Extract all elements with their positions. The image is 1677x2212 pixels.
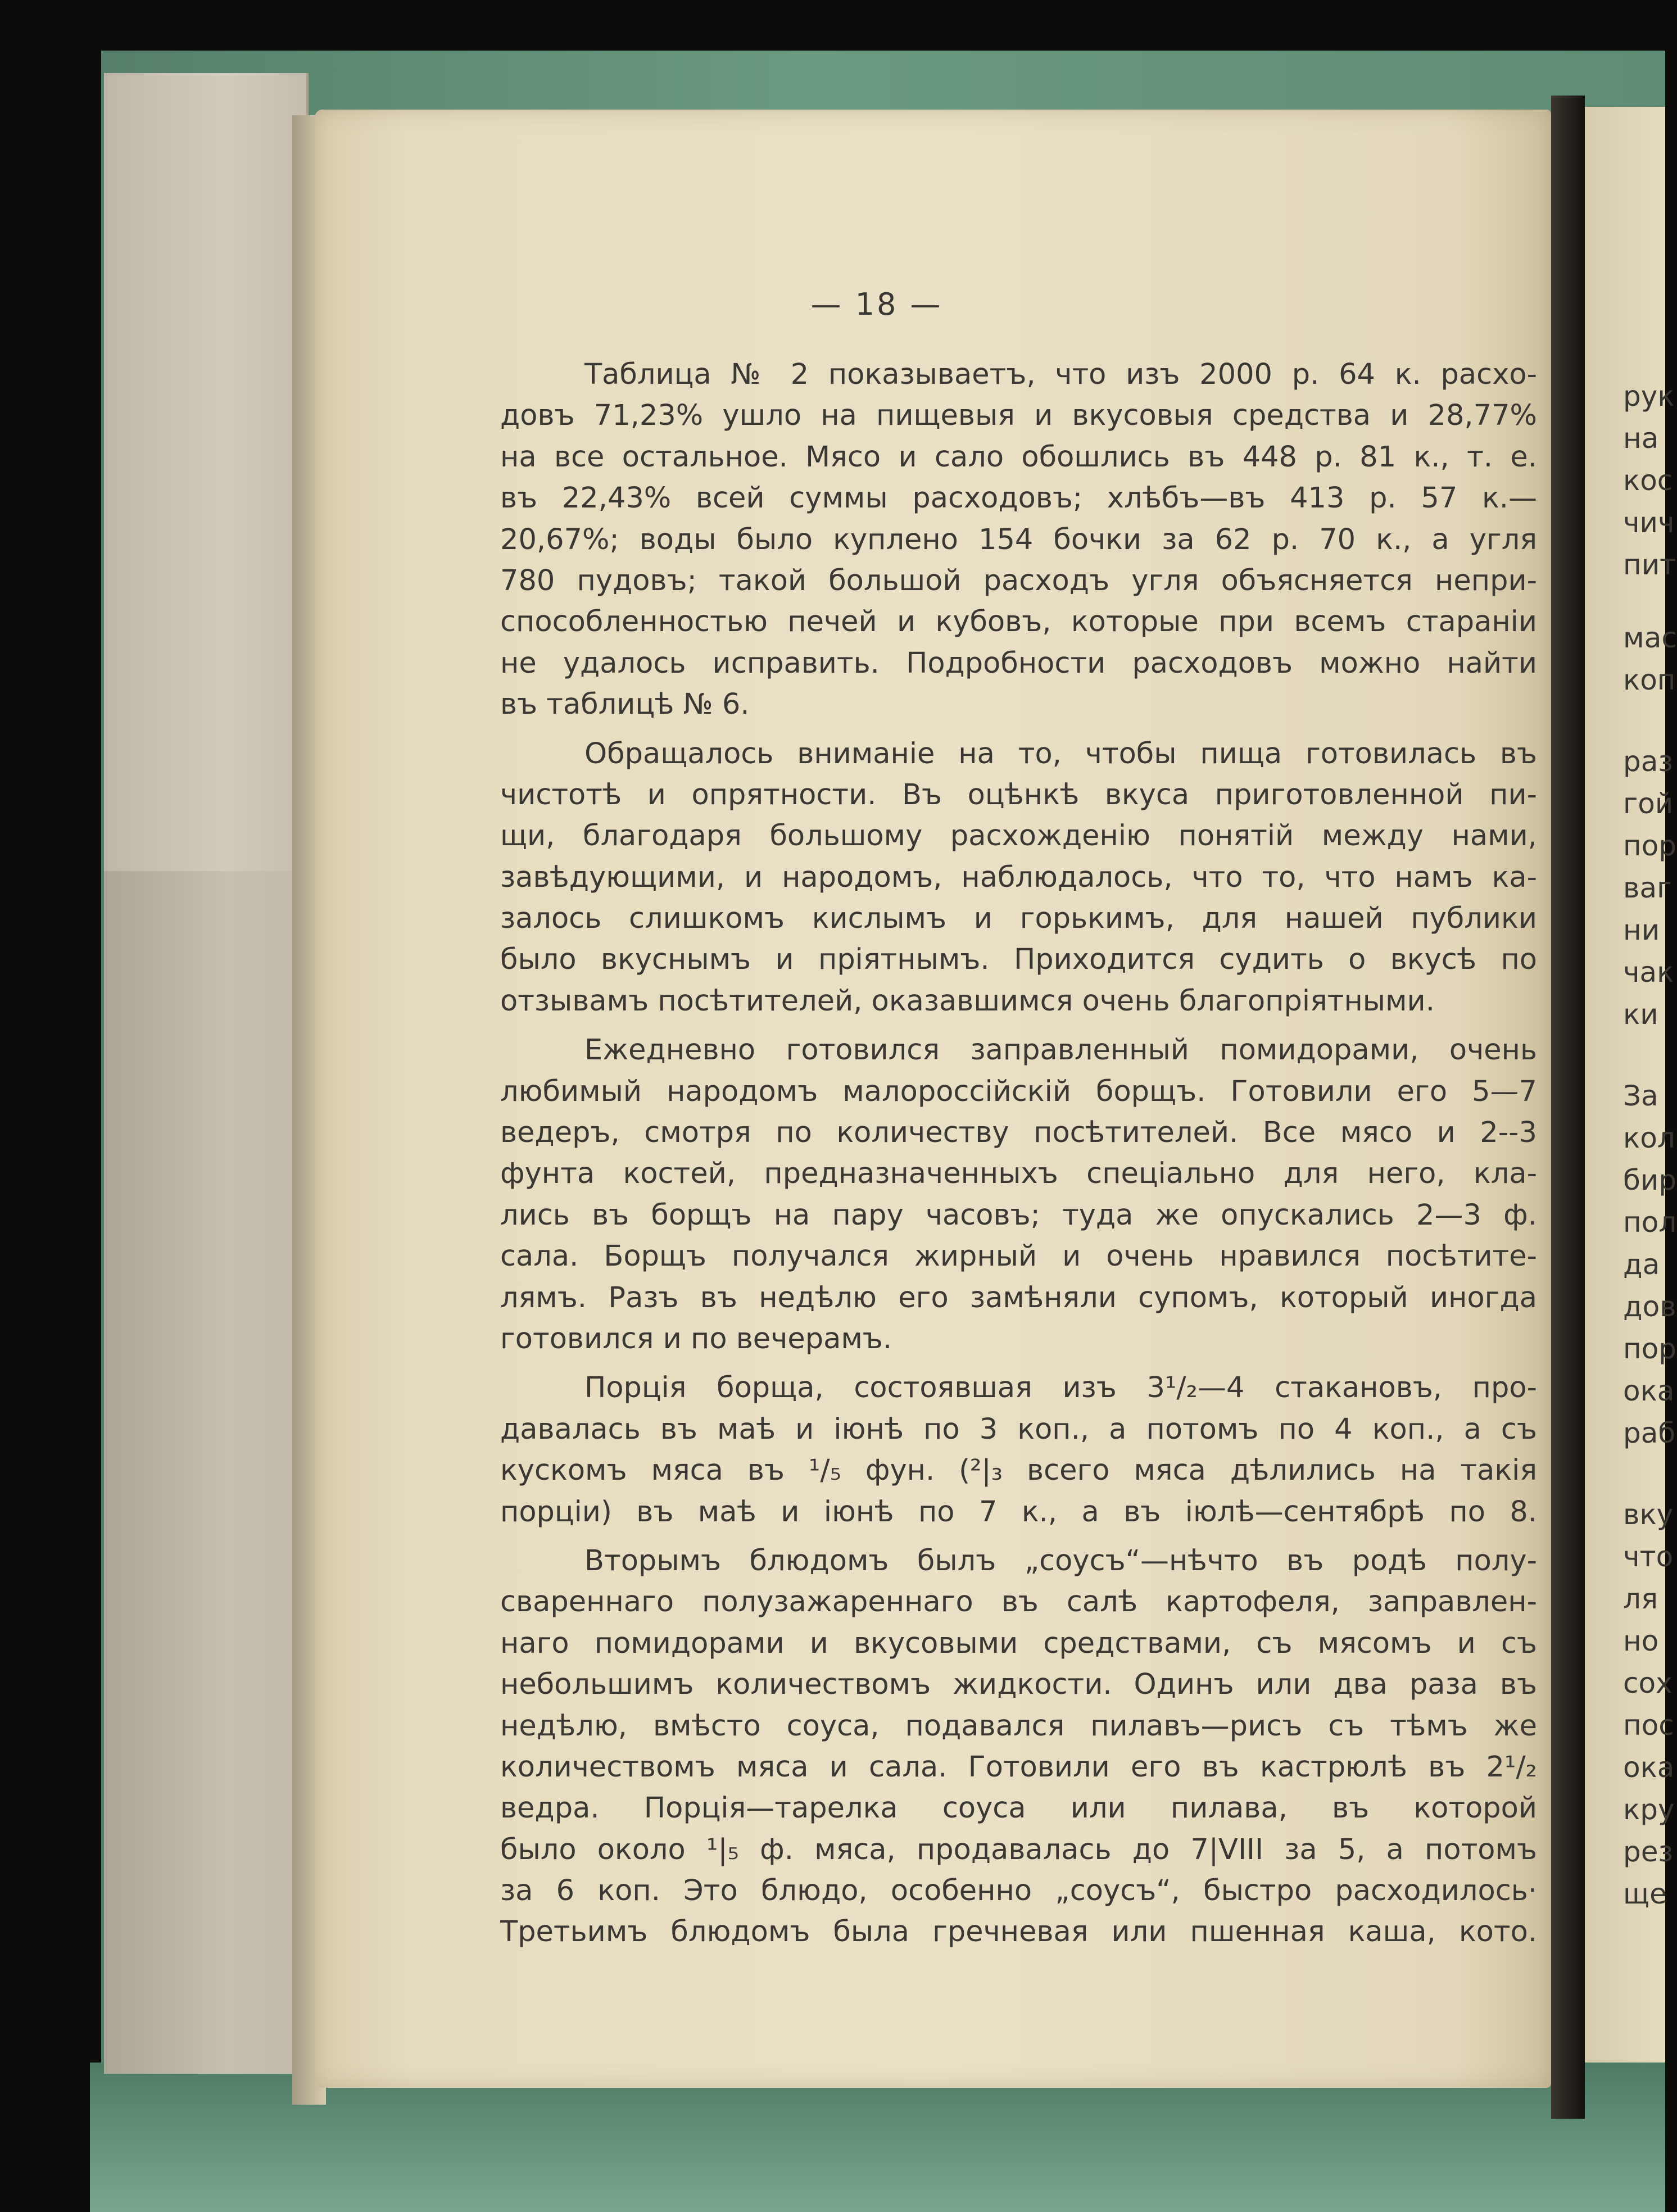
- text-line: фунта костей, предназначенныхъ спеціально для него, кла-: [500, 1157, 1537, 1191]
- facing-page-fragment: сох: [1623, 1667, 1673, 1699]
- text-line: небольшимъ количествомъ жидкости. Одинъ или два раза въ: [500, 1668, 1537, 1702]
- facing-page-fragment: рук: [1623, 380, 1675, 413]
- facing-page-fragment: рез: [1623, 1835, 1674, 1868]
- facing-page-fragment: чак: [1623, 956, 1674, 989]
- text-line: количествомъ мяса и сала. Готовили его въ кастрюлѣ въ 2¹/₂: [500, 1750, 1537, 1784]
- facing-page-fragment: пор: [1623, 830, 1677, 862]
- facing-page-fragment: За: [1623, 1080, 1658, 1112]
- page-text: [500, 354, 1537, 1953]
- facing-page-fragment: ще: [1623, 1878, 1667, 1910]
- facing-page-fragment: кру: [1623, 1793, 1675, 1826]
- text-line: ведеръ, смотря по количеству посѣтителей. Все мясо и 2--3: [500, 1116, 1537, 1150]
- text-line: готовился и по вечерамъ.: [500, 1322, 892, 1356]
- paragraph: [500, 733, 1537, 1022]
- text-line: было около ¹|₅ ф. мяса, продавалась до 7|VIII за 5, а потомъ: [500, 1833, 1537, 1866]
- text-line: не удалось исправить. Подробности расходовъ можно найти: [500, 646, 1537, 680]
- facing-page-fragment: чич: [1623, 506, 1675, 539]
- paragraph: [500, 1367, 1537, 1533]
- text-line: отзывамъ посѣтителей, оказавшимся очень благопріятными.: [500, 984, 1435, 1018]
- text-line: чистотѣ и опрятности. Въ оцѣнкѣ вкуса приготовленной пи-: [500, 778, 1537, 812]
- text-line: Порція борща, состоявшая изъ 3¹/₂—4 стакановъ, про-: [584, 1371, 1537, 1405]
- text-line: лямъ. Разъ въ недѣлю его замѣняли супомъ, который иногда: [500, 1281, 1537, 1314]
- facing-page-fragment: гой: [1623, 787, 1674, 820]
- text-line: въ таблицѣ № 6.: [500, 688, 750, 722]
- text-line: Ежедневно готовился заправленный помидорами, очень: [584, 1034, 1537, 1067]
- paragraph: [500, 1540, 1537, 1953]
- text-line: 20,67%; воды было куплено 154 бочки за 62 р. 70 к., а угля: [500, 523, 1537, 556]
- text-line: Вторымъ блюдомъ былъ „соусъ“—нѣчто въ родѣ полу-: [584, 1544, 1537, 1578]
- text-line: завѣдующими, и народомъ, наблюдалось, что то, что намъ ка-: [500, 860, 1537, 894]
- facing-page-fragment: что: [1623, 1540, 1674, 1573]
- facing-page-fragment: пит: [1623, 549, 1676, 581]
- flyleaf-shadow: [104, 871, 306, 2074]
- text-line: Обращалось вниманіе на то, чтобы пища готовилась въ: [584, 737, 1537, 770]
- facing-page-fragment: но: [1623, 1625, 1659, 1657]
- facing-page-fragment: пос: [1623, 1709, 1674, 1742]
- text-line: лись въ борщъ на пару часовъ; туда же опускались 2—3 ф.: [500, 1198, 1537, 1232]
- text-line: Таблица № 2 показываетъ, что изъ 2000 р. 64 к. расхо-: [584, 358, 1537, 391]
- text-line: недѣлю, вмѣсто соуса, подавался пилавъ—рисъ съ тѣмъ же: [500, 1709, 1537, 1743]
- facing-page-fragment: мас: [1623, 622, 1677, 654]
- facing-page-fragment: ваг: [1623, 872, 1672, 904]
- text-line: способленностью печей и кубовъ, которые при всемъ стараніи: [500, 605, 1537, 639]
- text-line: 780 пудовъ; такой большой расходъ угля объясняется непри-: [500, 564, 1537, 597]
- text-line: любимый народомъ малороссійскій борщъ. Готовили его 5—7: [500, 1075, 1537, 1108]
- page-number: — 18 —: [810, 287, 943, 322]
- text-line: порціи) въ маѣ и іюнѣ по 7 к., а въ іюлѣ—сентябрѣ по 8.: [500, 1495, 1537, 1529]
- facing-page-fragment: дов: [1623, 1290, 1676, 1323]
- text-line: было вкуснымъ и пріятнымъ. Приходится судить о вкусѣ по: [500, 943, 1537, 977]
- facing-page-fragment: бир: [1623, 1164, 1677, 1196]
- text-line: залось слишкомъ кислымъ и горькимъ, для нашей публики: [500, 902, 1537, 936]
- facing-page-fragment: раб: [1623, 1417, 1676, 1449]
- text-line: сала. Борщъ получался жирный и очень нравился посѣтите-: [500, 1240, 1537, 1273]
- text-line: щи, благодаря большому расхожденію понятій между нами,: [500, 819, 1537, 853]
- text-line: свареннаго полузажареннаго въ салѣ картофеля, заправлен-: [500, 1585, 1537, 1619]
- facing-page-fragment: раз: [1623, 745, 1673, 778]
- facing-page-fragment: ока: [1623, 1375, 1675, 1407]
- text-line: на все остальное. Мясо и сало обошлись въ 448 р. 81 к., т. е.: [500, 440, 1537, 474]
- facing-page-fragment: кол: [1623, 1122, 1675, 1154]
- facing-page-fragment: пол: [1623, 1206, 1677, 1239]
- facing-page-fragment: ля: [1623, 1583, 1658, 1615]
- book-gutter: [1551, 96, 1585, 2119]
- text-line: наго помидорами и вкусовыми средствами, съ мясомъ и съ: [500, 1626, 1537, 1660]
- facing-page-fragment: коп: [1623, 664, 1676, 696]
- facing-page-fragment: ки: [1623, 998, 1658, 1031]
- text-line: въ 22,43% всей суммы расходовъ; хлѣбъ—въ 413 р. 57 к.—: [500, 482, 1537, 515]
- text-line: за 6 коп. Это блюдо, особенно „соусъ“, быстро расходилось·: [500, 1874, 1537, 1908]
- text-line: давалась въ маѣ и іюнѣ по 3 коп., а потомъ по 4 коп., а съ: [500, 1412, 1537, 1446]
- facing-page-fragment: ни: [1623, 914, 1660, 946]
- text-line: ведра. Порція—тарелка соуса или пилава, въ которой: [500, 1792, 1537, 1825]
- facing-page-fragment: ока: [1623, 1751, 1675, 1784]
- facing-page-fragment: пор: [1623, 1332, 1677, 1365]
- text-line: довъ 71,23% ушло на пищевыя и вкусовыя средства и 28,77%: [500, 399, 1537, 433]
- facing-page-fragment: вку: [1623, 1498, 1674, 1531]
- text-line: Третьимъ блюдомъ была гречневая или пшенная каша, кото.: [500, 1915, 1537, 1949]
- paragraph: [500, 1030, 1537, 1359]
- facing-page-fragment: кос: [1623, 464, 1673, 497]
- facing-page-fragment: на: [1623, 422, 1659, 455]
- facing-page-fragment: да: [1623, 1248, 1660, 1281]
- text-line: кускомъ мяса въ ¹/₅ фун. (²|₃ всего мяса дѣлились на такія: [500, 1454, 1537, 1488]
- paragraph: [500, 354, 1537, 726]
